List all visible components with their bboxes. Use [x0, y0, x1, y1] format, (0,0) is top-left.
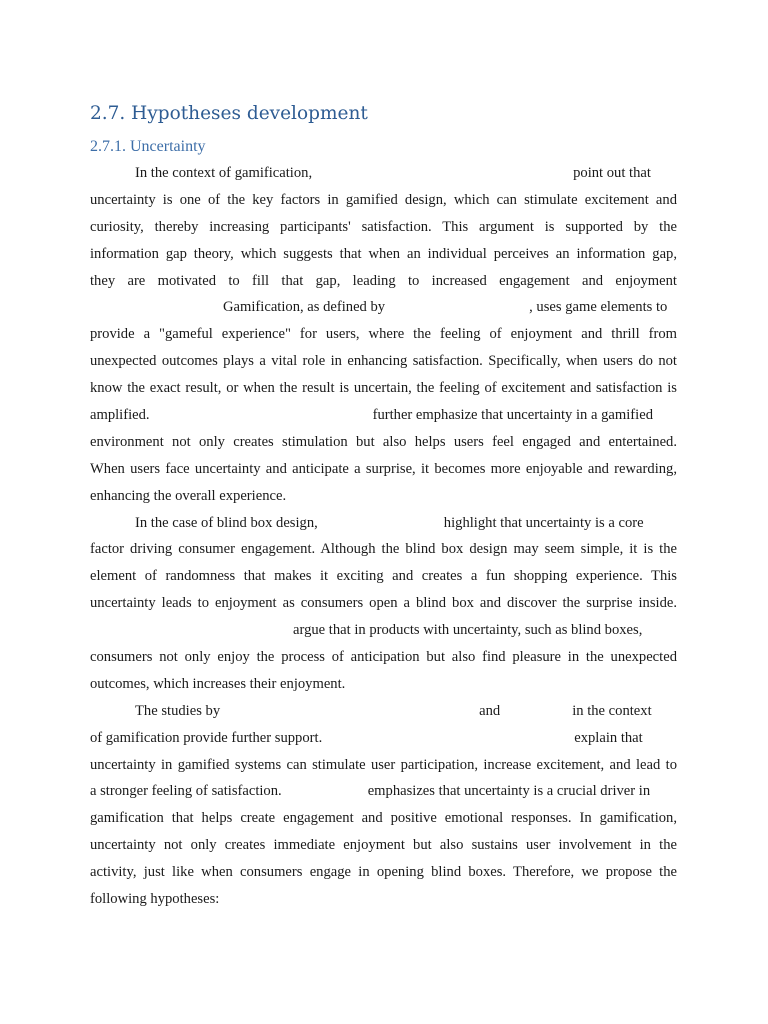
text-line: activity, just like when consumers engage in opening blind boxes. Therefore, we propose the [90, 864, 677, 881]
text-run: emphasizes that uncertainty is a crucial driver in [367, 783, 651, 800]
text-line: uncertainty leads to enjoyment as consumers open a blind box and discover the surprise inside. [90, 595, 677, 612]
text-run: further emphasize that uncertainty in a gamified [372, 407, 653, 424]
text-run: The studies by [135, 702, 221, 719]
text-line [90, 402, 677, 429]
text-line [90, 294, 677, 321]
text-line: they are motivated to fill that gap, leading to increased engagement and enjoyment [90, 272, 677, 289]
text-run: argue that in products with uncertainty, such as blind boxes, [293, 622, 643, 639]
text-run: highlight that uncertainty is a core [443, 514, 644, 531]
text-line [90, 160, 677, 187]
text-line [90, 698, 677, 725]
text-line: element of randomness that makes it exciting and creates a fun shopping experience. This [90, 568, 677, 585]
body-text [90, 160, 677, 913]
text-line [90, 617, 677, 644]
text-run: In the context of gamification, [135, 165, 313, 181]
text-run: and [479, 702, 501, 719]
text-line: When users face uncertainty and anticipate a surprise, it becomes more enjoyable and rewarding, [90, 460, 677, 477]
text-line: unexpected outcomes plays a vital role in enhancing satisfaction. Specifically, when users do not [90, 353, 677, 370]
section-heading: 2.7. Hypotheses development [90, 103, 368, 124]
text-line: consumers not only enjoy the process of anticipation but also find pleasure in the unexpected [90, 649, 677, 666]
text-line: provide a "gameful experience" for users, where the feeling of enjoyment and thrill from [90, 326, 677, 343]
text-run: amplified. [90, 407, 150, 424]
text-run: explain that [574, 729, 643, 746]
text-run: in the context [572, 702, 652, 719]
text-line [90, 510, 677, 537]
text-line: curiosity, thereby increasing participants' satisfaction. This argument is supported by the [90, 218, 677, 235]
text-line: environment not only creates stimulation but also helps users feel engaged and entertained. [90, 433, 677, 450]
text-line [90, 778, 677, 805]
text-run: point out that [573, 165, 651, 181]
text-run: Gamification, as defined by [223, 299, 386, 316]
text-run: of gamification provide further support. [90, 729, 323, 746]
text-line: gamification that helps create engagement and positive emotional responses. In gamification, [90, 810, 677, 827]
text-line: uncertainty in gamified systems can stimulate user participation, increase excitement, and lead to [90, 756, 677, 773]
text-run: a stronger feeling of satisfaction. [90, 783, 282, 800]
text-line: uncertainty is one of the key factors in gamified design, which can stimulate excitement and [90, 191, 677, 208]
text-line: outcomes, which increases their enjoyment. [90, 675, 346, 692]
text-run: , uses game elements to [529, 299, 668, 316]
text-line: enhancing the overall experience. [90, 487, 287, 504]
text-line: information gap theory, which suggests that when an individual perceives an information gap, [90, 245, 677, 262]
text-line: uncertainty not only creates immediate enjoyment but also sustains user involvement in the [90, 837, 677, 854]
text-run: In the case of blind box design, [135, 514, 318, 531]
text-line: know the exact result, or when the result is uncertain, the feeling of excitement and satisfaction is [90, 380, 677, 397]
subsection-heading: 2.7.1. Uncertainty [90, 138, 206, 155]
text-line: following hypotheses: [90, 891, 220, 908]
text-line: factor driving consumer engagement. Although the blind box design may seem simple, it is the [90, 541, 677, 558]
text-line [90, 725, 677, 752]
